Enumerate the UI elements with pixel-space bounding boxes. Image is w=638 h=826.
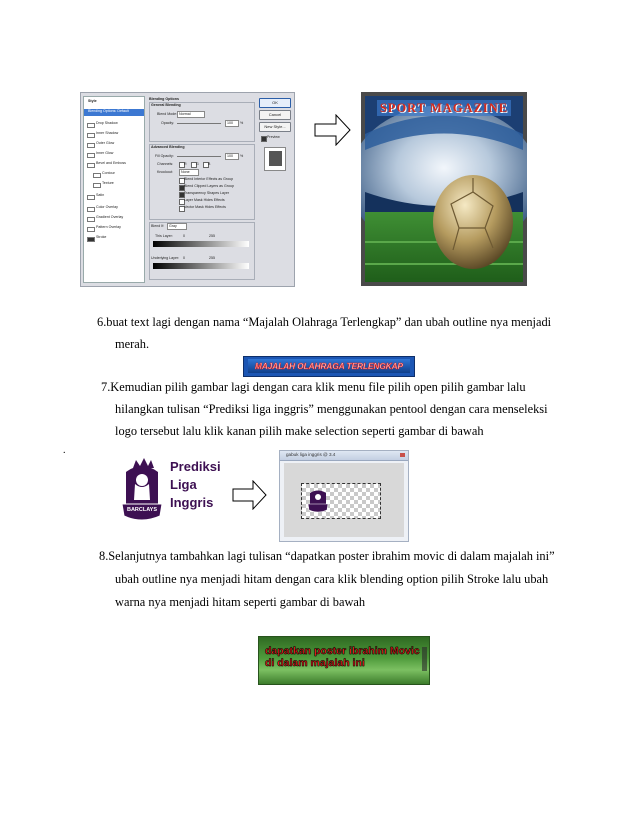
opacity-slider (177, 123, 221, 124)
sport-magazine-cover-image (361, 92, 527, 286)
majalah-olahraga-banner-image (243, 356, 415, 377)
step-8-line-2: ubah outline nya menjadi hitam dengan cara klik blending option pilih Stroke lalu ubah (115, 572, 549, 586)
satin-item: Satin (84, 193, 144, 200)
fill-opacity-field: 100 (225, 153, 239, 160)
fill-opacity-percent: % (240, 154, 244, 158)
stray-dot: . (63, 445, 66, 456)
layer-style-dialog-screenshot (80, 92, 295, 287)
step-8-line-1: 8.Selanjutnya tambahkan lagi tulisan “dapatkan poster ibrahim movic di dalam majalah ini” (99, 549, 555, 563)
layer-thumbnail-strip (422, 647, 427, 671)
drop-shadow-item: Drop Shadow (84, 121, 144, 128)
opacity-percent: % (240, 121, 244, 125)
gradient-overlay-item: Gradient Overlay (84, 215, 144, 222)
new-style-button: New Style... (259, 122, 291, 132)
step-7-line-3: logo tersebut lalu klik kanan pilih make selection seperti gambar di bawah (115, 424, 484, 438)
dapatkan-poster-banner-image (258, 636, 430, 685)
preview-swatch (264, 147, 286, 171)
arrow-right-icon (232, 480, 268, 510)
preview-label: Preview (267, 135, 280, 139)
prediksi-liga-inggris-logo-image (110, 452, 223, 529)
texture-item: Texture (84, 181, 144, 188)
blend-if-select: Gray (167, 223, 187, 230)
window-title: gabuk liga inggris @ 3.4 (286, 452, 336, 457)
blend-mode-label: Blend Mode: (157, 112, 178, 116)
blend-if-group (149, 222, 255, 280)
blending-options-panel: Blending Options General Blending Blend Mode: Normal Opacity: 100 % Advanced Blending Fill Opacity: 100 % Channels: R G B Knockout: None Blend Interior Effects as Group Blend Clipped Layers as Group Transparency Shapes Layer Layer Mask Hides Effects Vector Mask Hides Effects Blend If: Gray This Layer: 0 255 Underlying Layer: 0 255 (147, 96, 257, 282)
inner-glow-item: Inner Glow (84, 151, 144, 158)
this-layer-label: This Layer: (155, 234, 173, 238)
badge-text: BARCLAYS (126, 507, 158, 513)
preview-checkbox (261, 136, 267, 142)
knockout-label: Knockout: (157, 170, 173, 174)
styles-header: Style (88, 99, 97, 103)
fill-opacity-label: Fill Opacity: (155, 154, 174, 158)
step-7-line-1: 7.Kemudian pilih gambar lagi dengan cara klik menu file pilih open pilih gambar lalu (101, 380, 526, 394)
canvas-area (284, 463, 404, 537)
close-icon (400, 453, 405, 457)
banner-1-text: MAJALAH OLAHRAGA TERLENGKAP (255, 362, 403, 371)
photoshop-document-window-image (279, 450, 409, 542)
step-8-line-3: warna nya menjadi hitam seperti gambar di bawah (115, 595, 366, 609)
opacity-label: Opacity: (161, 121, 175, 125)
this-layer-gradient (153, 241, 249, 247)
window-titlebar (280, 451, 408, 461)
blend-if-label: Blend If: (151, 224, 165, 228)
step-6-line-1: 6.buat text lagi dengan nama “Majalah Olahraga Terlengkap” dan ubah outline nya menjadi (97, 315, 552, 329)
arrow-right-icon (314, 114, 352, 146)
logo-text-line-2: Liga (170, 477, 197, 492)
magazine-title: SPORT MAGAZINE (379, 101, 509, 115)
channels-label: Channels: (157, 162, 174, 166)
transparent-selection (302, 484, 380, 518)
knockout-select: None (179, 169, 199, 176)
logo-text-line-3: Inggris (170, 495, 214, 510)
outer-glow-item: Outer Glow (84, 141, 144, 148)
logo-text (170, 458, 221, 512)
color-overlay-item: Color Overlay (84, 205, 144, 212)
inner-shadow-item: Inner Shadow (84, 131, 144, 138)
cancel-button: Cancel (259, 110, 291, 120)
step-7-line-2: hilangkan tulisan “Prediksi liga inggris” menggunakan pentool dengan cara menseleksi (115, 402, 548, 416)
logo-text-line-1: Prediksi (170, 459, 221, 474)
advanced-blending-label: Advanced Blending (151, 145, 185, 149)
stroke-item: Stroke (84, 235, 144, 242)
blending-options-item: Blending Options: Default (84, 109, 144, 116)
contour-item: Contour (84, 171, 144, 178)
lion-badge-icon (307, 487, 329, 515)
general-blending-label: General Blending (151, 103, 181, 107)
banner-2-line-2: di dalam majalah ini (265, 657, 365, 669)
opacity-value-field: 100 (225, 120, 239, 127)
step-6-line-2: merah. (115, 337, 150, 351)
fill-opacity-slider (177, 156, 221, 157)
premier-league-lion-badge-icon (120, 454, 164, 530)
styles-list (83, 96, 145, 283)
blend-mode-select: Normal (177, 111, 205, 118)
banner-2-text (265, 645, 423, 669)
pattern-overlay-item: Pattern Overlay (84, 225, 144, 232)
banner-2-line-1: dapatkan poster ibrahim Movic (265, 645, 420, 657)
ok-button: OK (259, 98, 291, 108)
bevel-emboss-item: Bevel and Emboss (84, 161, 144, 168)
underlying-layer-label: Underlying Layer: (151, 256, 180, 260)
blending-options-title: Blending Options (149, 97, 179, 101)
underlying-layer-gradient (153, 263, 249, 269)
